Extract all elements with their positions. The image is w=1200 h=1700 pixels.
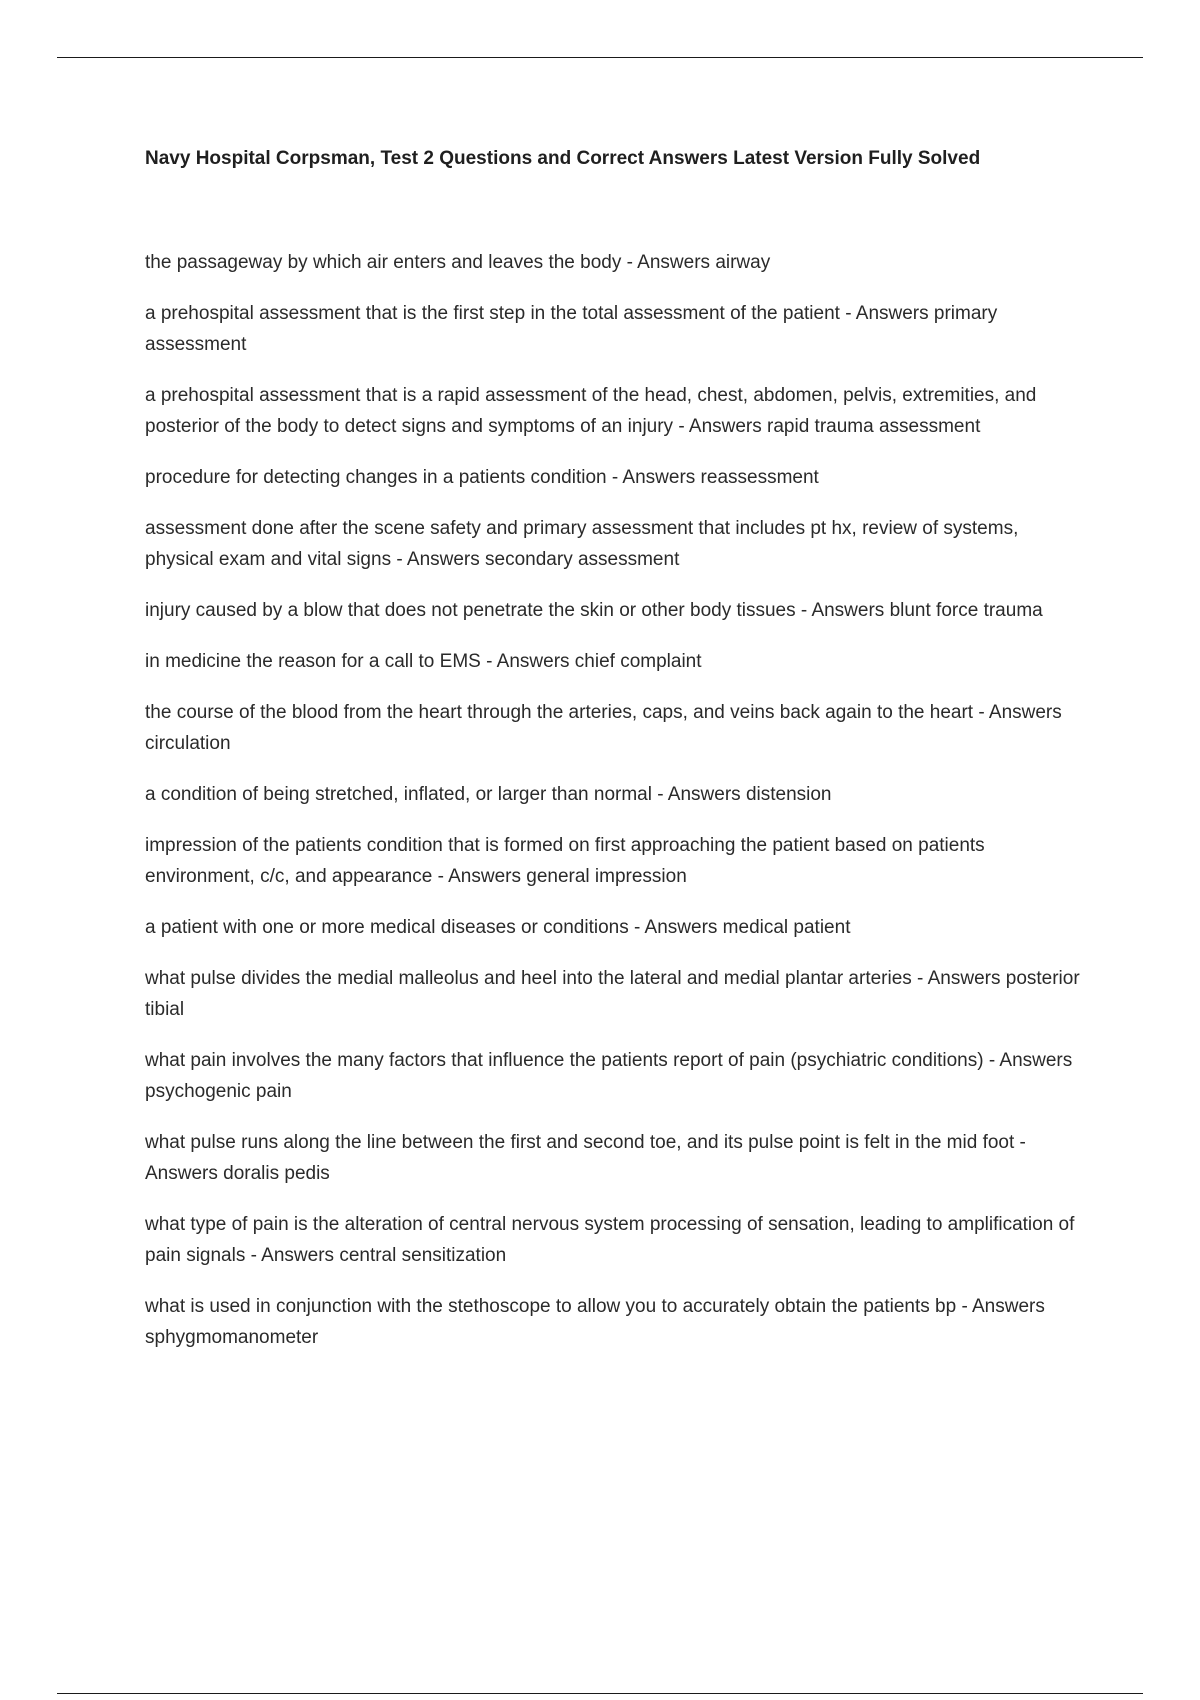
qa-item: what pain involves the many factors that influence the patients report of pain (psychiatric conditions) - Answers psychogenic pain (145, 1050, 1073, 1102)
document-title: Navy Hospital Corpsman, Test 2 Questions and Correct Answers Latest Version Fully Solved (145, 148, 981, 169)
qa-item: a patient with one or more medical diseases or conditions - Answers medical patient (145, 917, 851, 938)
qa-item: assessment done after the scene safety and primary assessment that includes pt hx, review of systems, physical exam and vital signs - Answers secondary assessment (145, 518, 1019, 570)
qa-item: injury caused by a blow that does not penetrate the skin or other body tissues - Answers blunt force trauma (145, 600, 1043, 621)
qa-item: what pulse runs along the line between the first and second toe, and its pulse point is felt in the mid foot - Answers doralis pedis (145, 1132, 1026, 1184)
qa-item: what is used in conjunction with the stethoscope to allow you to accurately obtain the patients bp - Answers sphygmomanometer (145, 1296, 1045, 1348)
qa-item: in medicine the reason for a call to EMS - Answers chief complaint (145, 651, 702, 672)
qa-item: what pulse divides the medial malleolus and heel into the lateral and medial plantar arteries - Answers posterior tibial (145, 968, 1080, 1020)
qa-item: the course of the blood from the heart through the arteries, caps, and veins back again to the heart - Answers circulation (145, 702, 1062, 754)
header-rule (57, 57, 1143, 58)
footer-rule (57, 1693, 1143, 1694)
qa-item: a prehospital assessment that is a rapid assessment of the head, chest, abdomen, pelvis, extremities, and posterior of the body to detect signs and symptoms of an injury - Answers rapid trauma assessment (145, 385, 1037, 437)
qa-item: procedure for detecting changes in a patients condition - Answers reassessment (145, 467, 819, 488)
qa-item: a condition of being stretched, inflated, or larger than normal - Answers distension (145, 784, 832, 805)
qa-item: what type of pain is the alteration of central nervous system processing of sensation, leading to amplification of pain signals - Answers central sensitization (145, 1214, 1075, 1266)
qa-list (145, 247, 1090, 1373)
qa-item: the passageway by which air enters and leaves the body - Answers airway (145, 252, 771, 273)
qa-item: impression of the patients condition that is formed on first approaching the patient based on patients environment, c/c, and appearance - Answers general impression (145, 835, 985, 887)
qa-item: a prehospital assessment that is the first step in the total assessment of the patient - Answers primary assessment (145, 303, 998, 355)
